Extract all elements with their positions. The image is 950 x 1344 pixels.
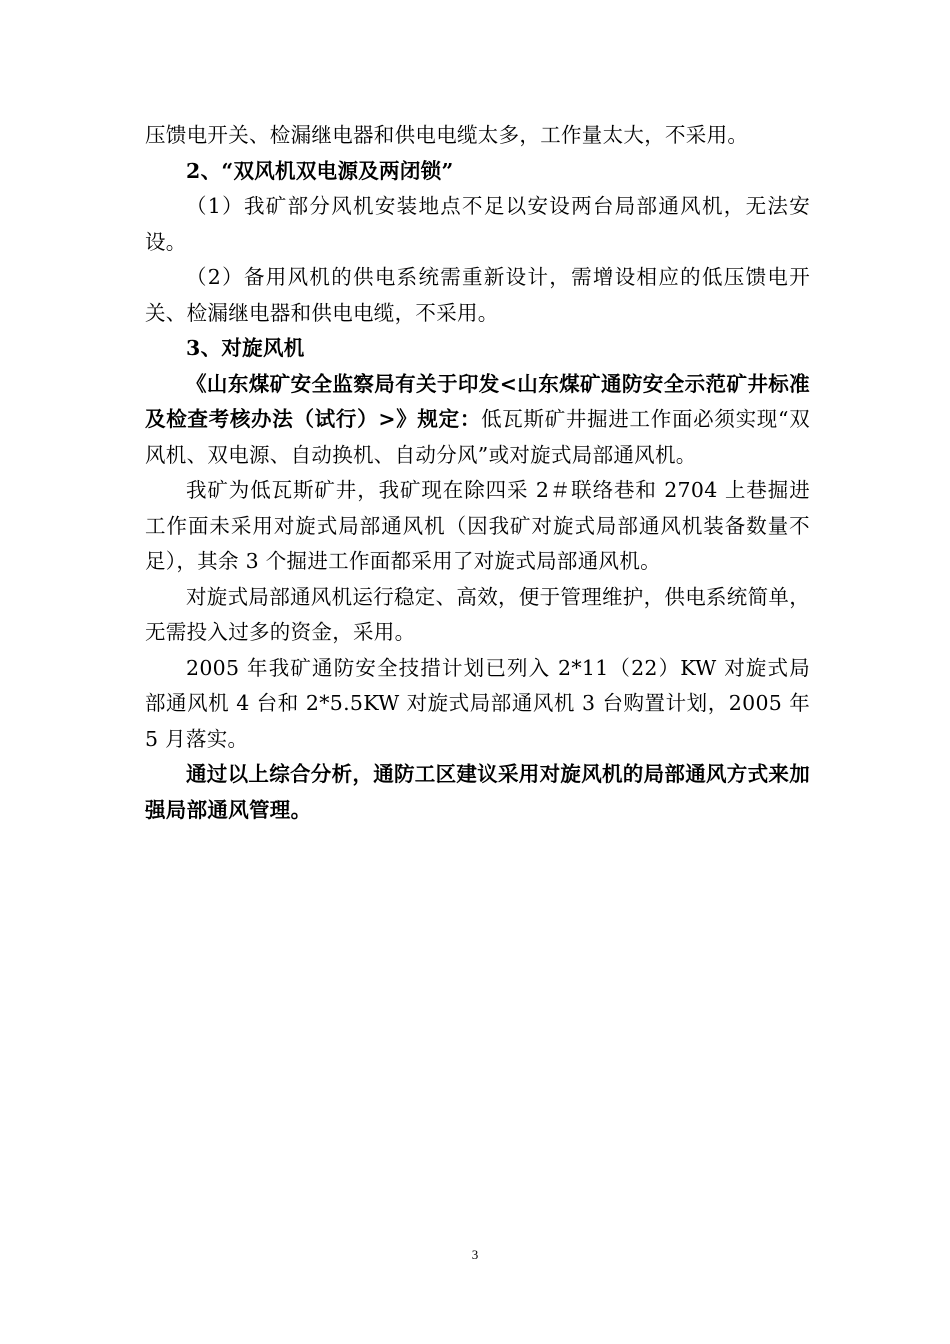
- paragraph-plan: 2005 年我矿通防安全技措计划已列入 2*11（22）KW 对旋式局部通风机 4 台和 2*5.5KW 对旋式局部通风机 3 台购置计划，2005 年 5 月落实。: [145, 655, 810, 751]
- paragraph-item-1: （1）我矿部分风机安装地点不足以安设两台局部通风机，无法安设。: [145, 194, 810, 254]
- paragraph-continuation: 压馈电开关、检漏继电器和供电电缆太多，工作量太大，不采用。: [145, 123, 749, 147]
- document-body: [145, 118, 810, 828]
- section-heading-3: 3、对旋风机: [186, 336, 305, 360]
- regulation-text: 低瓦斯矿井掘进工作面必须实现“双风机、双电源、自动换机、自动分风”或对旋式局部通风机。: [145, 407, 811, 467]
- paragraph-mine-status: 我矿为低瓦斯矿井，我矿现在除四采 2＃联络巷和 2704 上巷掘进工作面未采用对旋式局部通风机（因我矿对旋式局部通风机装备数量不足），其余 3 个掘进工作面都采用了对旋式局部通风机。: [145, 478, 810, 573]
- section-heading-2: 2、“双风机双电源及两闭锁”: [186, 158, 454, 183]
- paragraph-regulation: [145, 367, 810, 474]
- page-number: 3: [471, 1247, 479, 1262]
- paragraph-conclusion: 通过以上综合分析，通防工区建议采用对旋风机的局部通风方式来加强局部通风管理。: [145, 762, 810, 822]
- paragraph-item-2: （2）备用风机的供电系统需重新设计，需增设相应的低压馈电开关、检漏继电器和供电电缆，不采用。: [145, 265, 810, 325]
- regulation-citation: 《山东煤矿安全监察局有关于印发<山东煤矿通防安全示范矿井标准及检查考核办法（试行）>》规定：: [145, 371, 810, 431]
- paragraph-advantages: 对旋式局部通风机运行稳定、高效，便于管理维护，供电系统简单，无需投入过多的资金，采用。: [145, 584, 810, 644]
